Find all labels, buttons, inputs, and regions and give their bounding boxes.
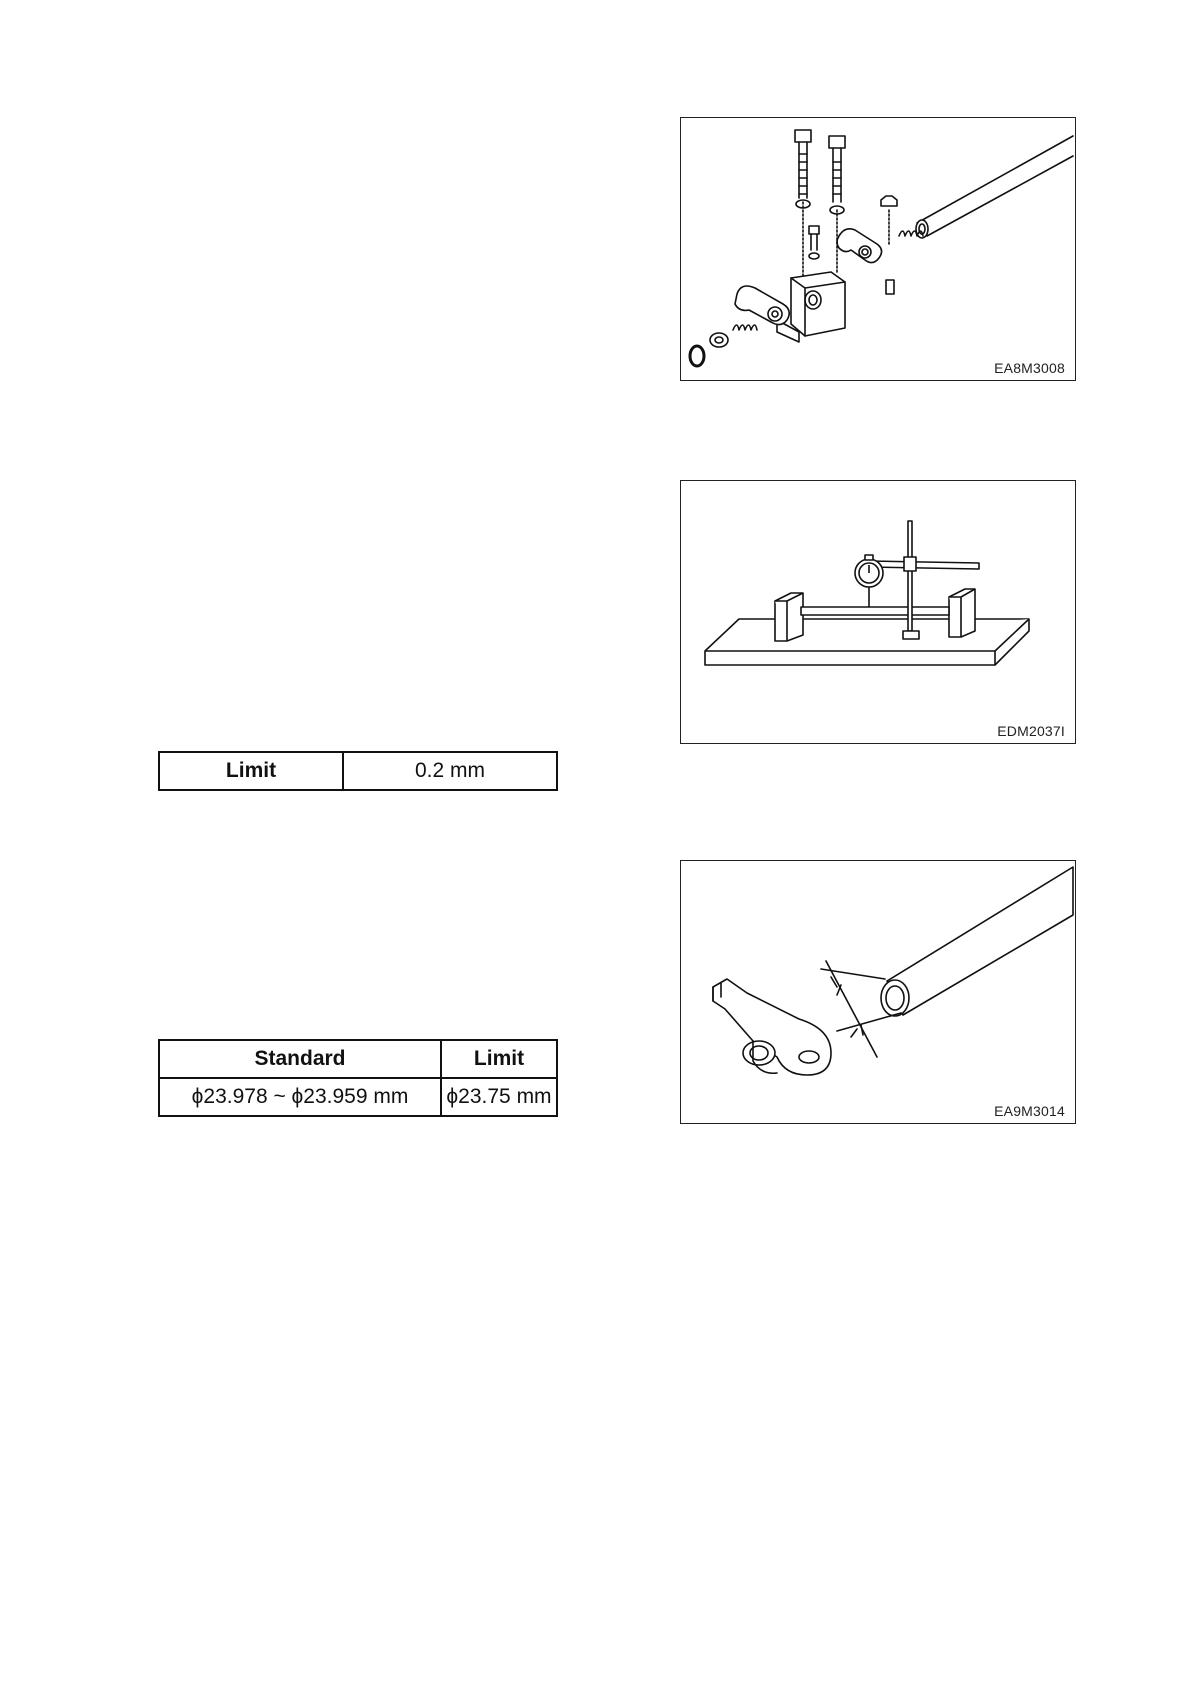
table-row: [159, 752, 557, 790]
limit-value: 0.2 mm: [343, 752, 557, 790]
figure-rocker-assembly: [680, 117, 1076, 381]
table-header-row: [159, 1040, 557, 1078]
figure-code: EA8M3008: [994, 360, 1065, 376]
figure-code: EA9M3014: [994, 1103, 1065, 1119]
standard-header: Standard: [159, 1040, 441, 1078]
limit-header: Limit: [441, 1040, 557, 1078]
table-row: [159, 1078, 557, 1116]
limit-label: Limit: [159, 752, 343, 790]
figure-code: EDM2037I: [997, 723, 1065, 739]
dial-gauge-setup-icon: [681, 481, 1077, 745]
diameter-spec-table: [158, 1039, 558, 1117]
shaft-diameter-icon: [681, 861, 1077, 1125]
figure-runout-check: [680, 480, 1076, 744]
limit-value: ϕ23.75 mm: [441, 1078, 557, 1116]
runout-limit-table: [158, 751, 558, 791]
standard-value: ϕ23.978 ~ ϕ23.959 mm: [159, 1078, 441, 1116]
rocker-assembly-exploded-icon: [681, 118, 1077, 382]
figure-diameter-measurement: [680, 860, 1076, 1124]
